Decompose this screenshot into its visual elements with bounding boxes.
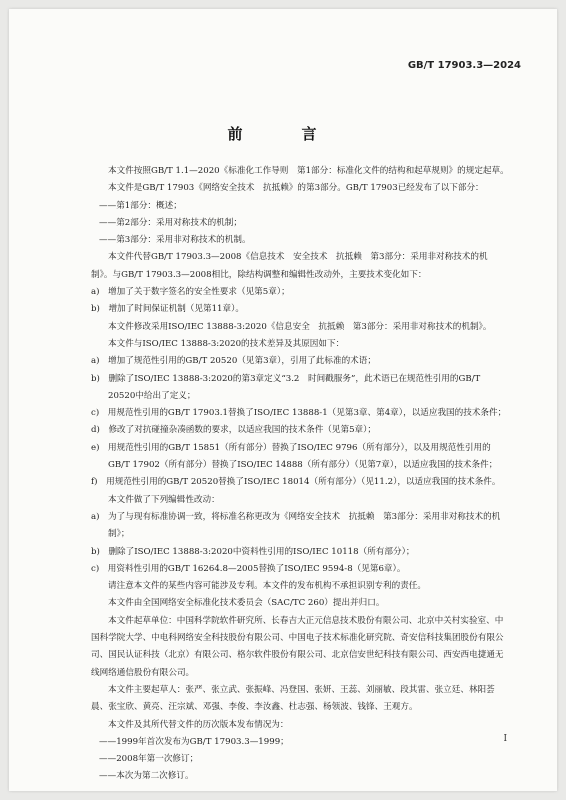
dash-item: ——1999年首次发布为GB/T 17903.3—1999； (99, 736, 289, 747)
dash-item: ——本次为第二次修订。 (99, 771, 194, 782)
paragraph: 本文件与ISO/IEC 13888-3:2020的技术差异及其原因如下： (108, 338, 345, 349)
paragraph: 请注意本文件的某些内容可能涉及专利。本文件的发布机构不承担识别专利的责任。 (108, 581, 426, 592)
list-item: c) 用资料性引用的GB/T 16264.8—2005替换了ISO/IEC 9594-8（见第6章）。 (91, 563, 406, 574)
page-title: 前 言 (227, 125, 339, 143)
document-body (91, 163, 509, 786)
paragraph: 本文件及其所代替文件的历次版本发布情况为： (108, 719, 289, 730)
dash-item: ——第3部分：采用非对称技术的机制。 (99, 235, 251, 246)
paragraph: 本文件做了下列编辑性改动： (108, 494, 220, 505)
paragraph: 本文件是GB/T 17903《网络安全技术 抗抵赖》的第3部分。GB/T 17903已经发布了以下部分： (108, 183, 484, 194)
paragraph: 本文件主要起草人：张严、张立武、张振峰、冯登国、张妍、王蕊、刘丽敏、段其雷、张立廷、林阳荟晨、张宝欣、黄亮、汪宗斌、邓强、李俊、李汝鑫、杜志强、杨领波、钱锋、王观方。 (91, 684, 495, 713)
paragraph: 本文件起草单位：中国科学院软件研究所、长春吉大正元信息技术股份有限公司、北京中关村实验室、中国科学院大学、中电科网络安全科技股份有限公司、中国电子技术标准化研究院、奇安信科技集团股份有限公司、国民认证科技（北京）有限公司、格尔软件股份有限公司、北京信安世纪科技有限公司、西安西电捷通无线网络通信股份有限公司。 (91, 615, 504, 678)
list-item: e) 用规范性引用的GB/T 15851（所有部分）替换了ISO/IEC 9796（所有部分），以及用规范性引用的GB/T 17902（所有部分）替换了ISO/IEC 14888（所有部分）（见第7章），以适应我国的技术条件； (91, 442, 498, 471)
list-item: a) 增加了规范性引用的GB/T 20520（见第3章），引用了此标准的术语； (91, 356, 376, 367)
dash-item: ——2008年第一次修订； (99, 754, 199, 765)
list-item: b) 删除了ISO/IEC 13888-3:2020中资料性引用的ISO/IEC 10118（所有部分）； (91, 546, 415, 557)
dash-item: ——第1部分：概述； (99, 200, 182, 211)
paragraph: 本文件修改采用ISO/IEC 13888-3:2020《信息安全 抗抵赖 第3部分：采用非对称技术的机制》。 (108, 321, 492, 332)
paragraph: 本文件代替GB/T 17903.3—2008《信息技术 安全技术 抗抵赖 第3部分：采用非对称技术的机制》。与GB/T 17903.3—2008相比，除结构调整和编辑性改动外，主要技术变化如下： (91, 252, 488, 280)
list-item: d) 修改了对抗碰撞杂凑函数的要求，以适应我国的技术条件（见第5章）； (91, 425, 377, 436)
document-page (9, 9, 557, 791)
standard-code: GB/T 17903.3—2024 (407, 60, 521, 71)
list-item: c) 用规范性引用的GB/T 17903.1替换了ISO/IEC 13888-1（见第3章、第4章），以适应我国的技术条件； (91, 408, 507, 419)
list-item: a) 增加了关于数字签名的安全性要求（见第5章）； (91, 287, 290, 298)
dash-item: ——第2部分：采用对称技术的机制； (99, 217, 242, 228)
list-item: a) 为了与现有标准协调一致，将标准名称更改为《网络安全技术 抗抵赖 第3部分：采用非对称技术的机制》； (91, 511, 501, 540)
paragraph: 本文件由全国网络安全标准化技术委员会（SAC/TC 260）提出并归口。 (108, 598, 385, 609)
list-item: b) 删除了ISO/IEC 13888-3:2020的第3章定义“3.2 时间戳服务”，此术语已在规范性引用的GB/T 20520中给出了定义； (91, 373, 481, 401)
paragraph: 本文件按照GB/T 1.1—2020《标准化工作导则 第1部分：标准化文件的结构和起草规则》的规定起草。 (108, 166, 509, 176)
list-item: f) 用规范性引用的GB/T 20520替换了ISO/IEC 18014（所有部分）（见11.2），以适应我国的技术条件。 (91, 477, 501, 488)
list-item: b) 增加了时间保证机制（见第11章）。 (91, 304, 244, 315)
page-number: I (503, 734, 507, 744)
